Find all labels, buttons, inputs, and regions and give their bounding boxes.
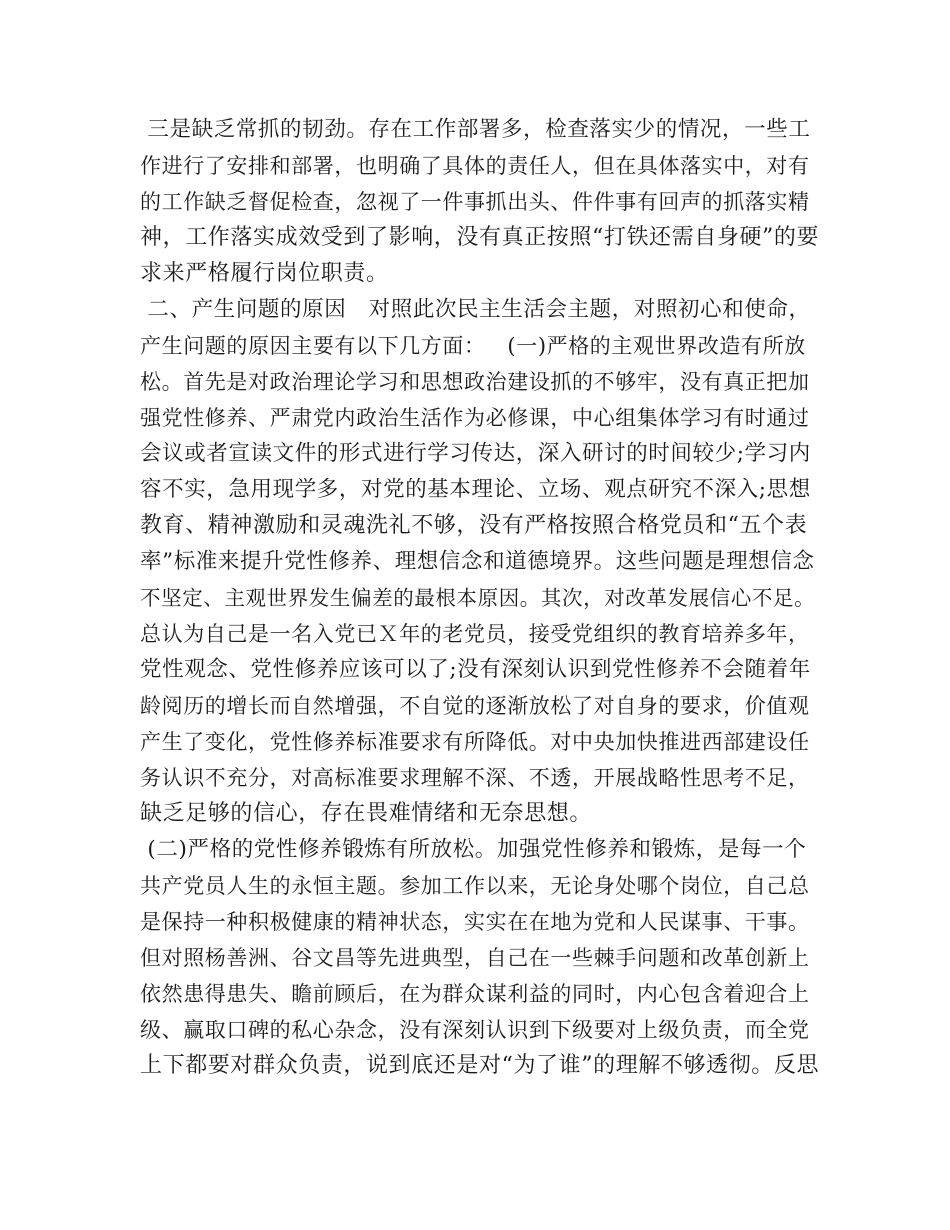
text-line: 三是缺乏常抓的韧劲。存在工作部署多，检查落实少的情况，一些工 [140, 117, 811, 142]
text-line: 级、赢取口碑的私心杂念，没有深刻认识到下级要对上级负责，而全党 [140, 1018, 810, 1042]
text-line: 共产党员人生的永恒主题。参加工作以来，无论身处哪个岗位，自己总 [140, 874, 810, 898]
text-line: 神，工作落实成效受到了影响，没有真正按照“打铁还需自身硬”的要 [140, 225, 820, 250]
section-heading-line: 二、产生问题的原因 对照此次民主生活会主题，对照初心和使命， [140, 297, 811, 322]
text-line: 上下都要对群众负责，说到底还是对“为了谁”的理解不够透彻。反思 [140, 1053, 820, 1078]
text-line: 产生问题的原因主要有以下几方面： (一)严格的主观世界改造有所放 [140, 334, 806, 358]
text-line: 缺乏足够的信心，存在畏难情绪和无奈思想。 [140, 801, 593, 826]
text-line: 容不实，急用现学多，对党的基本理论、立场、观点研究不深入;思想 [140, 477, 811, 502]
text-line: 作进行了安排和部署，也明确了具体的责任人，但在具体落实中，对有 [140, 154, 810, 178]
text-line: 会议或者宣读文件的形式进行学习传达，深入研讨的时间较少;学习内 [140, 441, 811, 466]
text-line: 但对照杨善洲、谷文昌等先进典型，自己在一些棘手问题和改革创新上 [140, 946, 810, 970]
text-line: 的工作缺乏督促检查，忽视了一件事抓出头、件件事有回声的抓落实精 [140, 190, 810, 214]
text-line: 不坚定、主观世界发生偏差的最根本原因。其次，对改革发展信心不足。 [140, 586, 816, 610]
text-line: 教育、精神激励和灵魂洗礼不够，没有严格按照合格党员和“五个表 [140, 513, 808, 538]
text-line: 龄阅历的增长而自然增强，不自觉的逐渐放松了对自身的要求，价值观 [140, 694, 810, 718]
text-line: 产生了变化，党性修养标准要求有所降低。对中央加快推进西部建设任 [140, 730, 810, 754]
text-line: 率”标准来提升党性修养、理想信念和道德境界。这些问题是理想信念 [140, 549, 815, 574]
text-line: 求来严格履行岗位职责。 [140, 261, 389, 286]
text-line: (二)严格的党性修养锻炼有所放松。加强党性修养和锻炼，是每一个 [140, 837, 807, 862]
text-line: 总认为自己是一名入党已Ｘ年的老党员，接受党组织的教育培养多年， [140, 622, 810, 646]
text-line: 党性观念、党性修养应该可以了;没有深刻认识到党性修养不会随着年 [140, 657, 811, 682]
text-line: 强党性修养、严肃党内政治生活作为必修课，中心组集体学习有时通过 [140, 406, 810, 430]
text-line: 依然患得患失、瞻前顾后，在为群众谋利益的同时，内心包含着迎合上 [140, 982, 810, 1006]
text-line: 是保持一种积极健康的精神状态，实实在在地为党和人民谋事、干事。 [140, 910, 810, 934]
text-line: 松。首先是对政治理论学习和思想政治建设抓的不够牢，没有真正把加 [140, 370, 810, 394]
text-line: 务认识不充分，对高标准要求理解不深、不透，开展战略性思考不足， [140, 766, 810, 790]
